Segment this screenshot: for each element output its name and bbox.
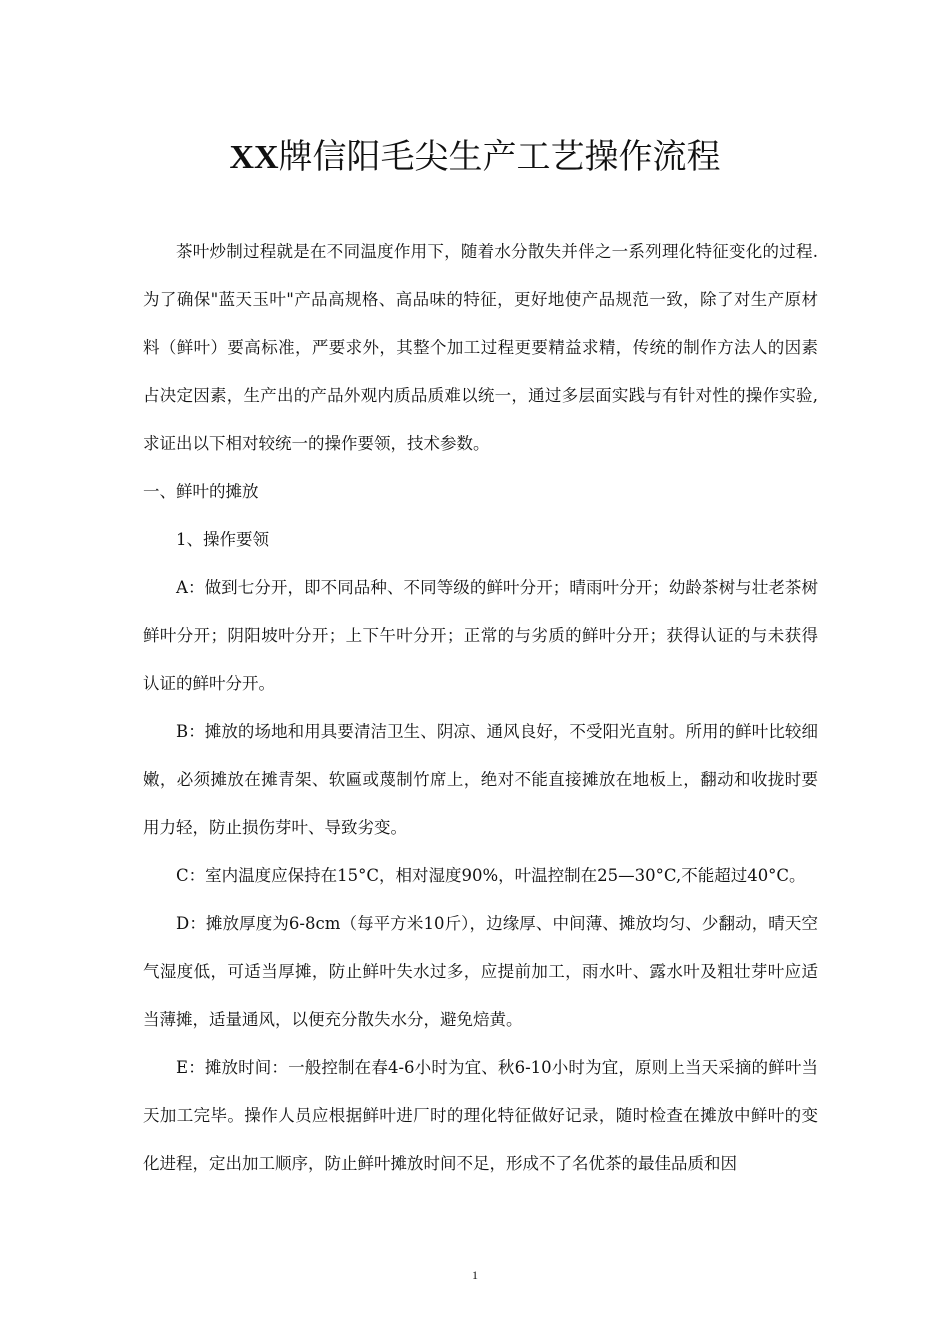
page-title [0, 133, 950, 182]
document-body [143, 228, 818, 1188]
paragraph: D：摊放厚度为6-8cm（每平方米10斤），边缘厚、中间薄、摊放均匀、少翻动，晴天空气湿度低，可适当厚摊，防止鲜叶失水过多，应提前加工，雨水叶、露水叶及粗壮芽叶应适当薄摊，适量通风，以便充分散失水分，避免焙黄。 [143, 914, 818, 1029]
paragraph: 一、鲜叶的摊放 [143, 482, 259, 501]
title-text: 牌信阳毛尖生产工艺操作流程 [278, 136, 721, 177]
paragraph: 茶叶炒制过程就是在不同温度作用下，随着水分散失并伴之一系列理化特征变化的过程.为了确保"蓝天玉叶"产品高规格、高品味的特征，更好地使产品规范一致，除了对生产原材料（鲜叶）要高标准，严要求外，其整个加工过程更要精益求精，传统的制作方法人的因素占决定因素，生产出的产品外观内质品质难以统一，通过多层面实践与有针对性的操作实验,求证出以下相对较统一的操作要领，技术参数。 [143, 242, 818, 453]
page-number: 1 [472, 1268, 478, 1282]
paragraph: A：做到七分开，即不同品种、不同等级的鲜叶分开；晴雨叶分开；幼龄茶树与壮老茶树鲜叶分开；阴阳坡叶分开；上下午叶分开；正常的与劣质的鲜叶分开；获得认证的与未获得认证的鲜叶分开。 [143, 578, 818, 693]
title-prefix: XX [229, 138, 279, 176]
paragraph: B：摊放的场地和用具要清洁卫生、阴凉、通风良好，不受阳光直射。所用的鲜叶比较细嫩，必须摊放在摊青架、软匾或蔑制竹席上，绝对不能直接摊放在地板上，翻动和收拢时要用力轻，防止损伤芽叶、导致劣变。 [143, 722, 818, 837]
paragraph: E：摊放时间：一般控制在春4-6小时为宜、秋6-10小时为宜，原则上当天采摘的鲜叶当天加工完毕。操作人员应根据鲜叶进厂时的理化特征做好记录，随时检查在摊放中鲜叶的变化进程，定出加工顺序，防止鲜叶摊放时间不足，形成不了名优茶的最佳品质和因 [143, 1058, 818, 1173]
paragraph: C：室内温度应保持在15°C，相对湿度90%，叶温控制在25—30°C,不能超过40°C。 [176, 866, 806, 885]
paragraph: 1、操作要领 [176, 530, 269, 549]
